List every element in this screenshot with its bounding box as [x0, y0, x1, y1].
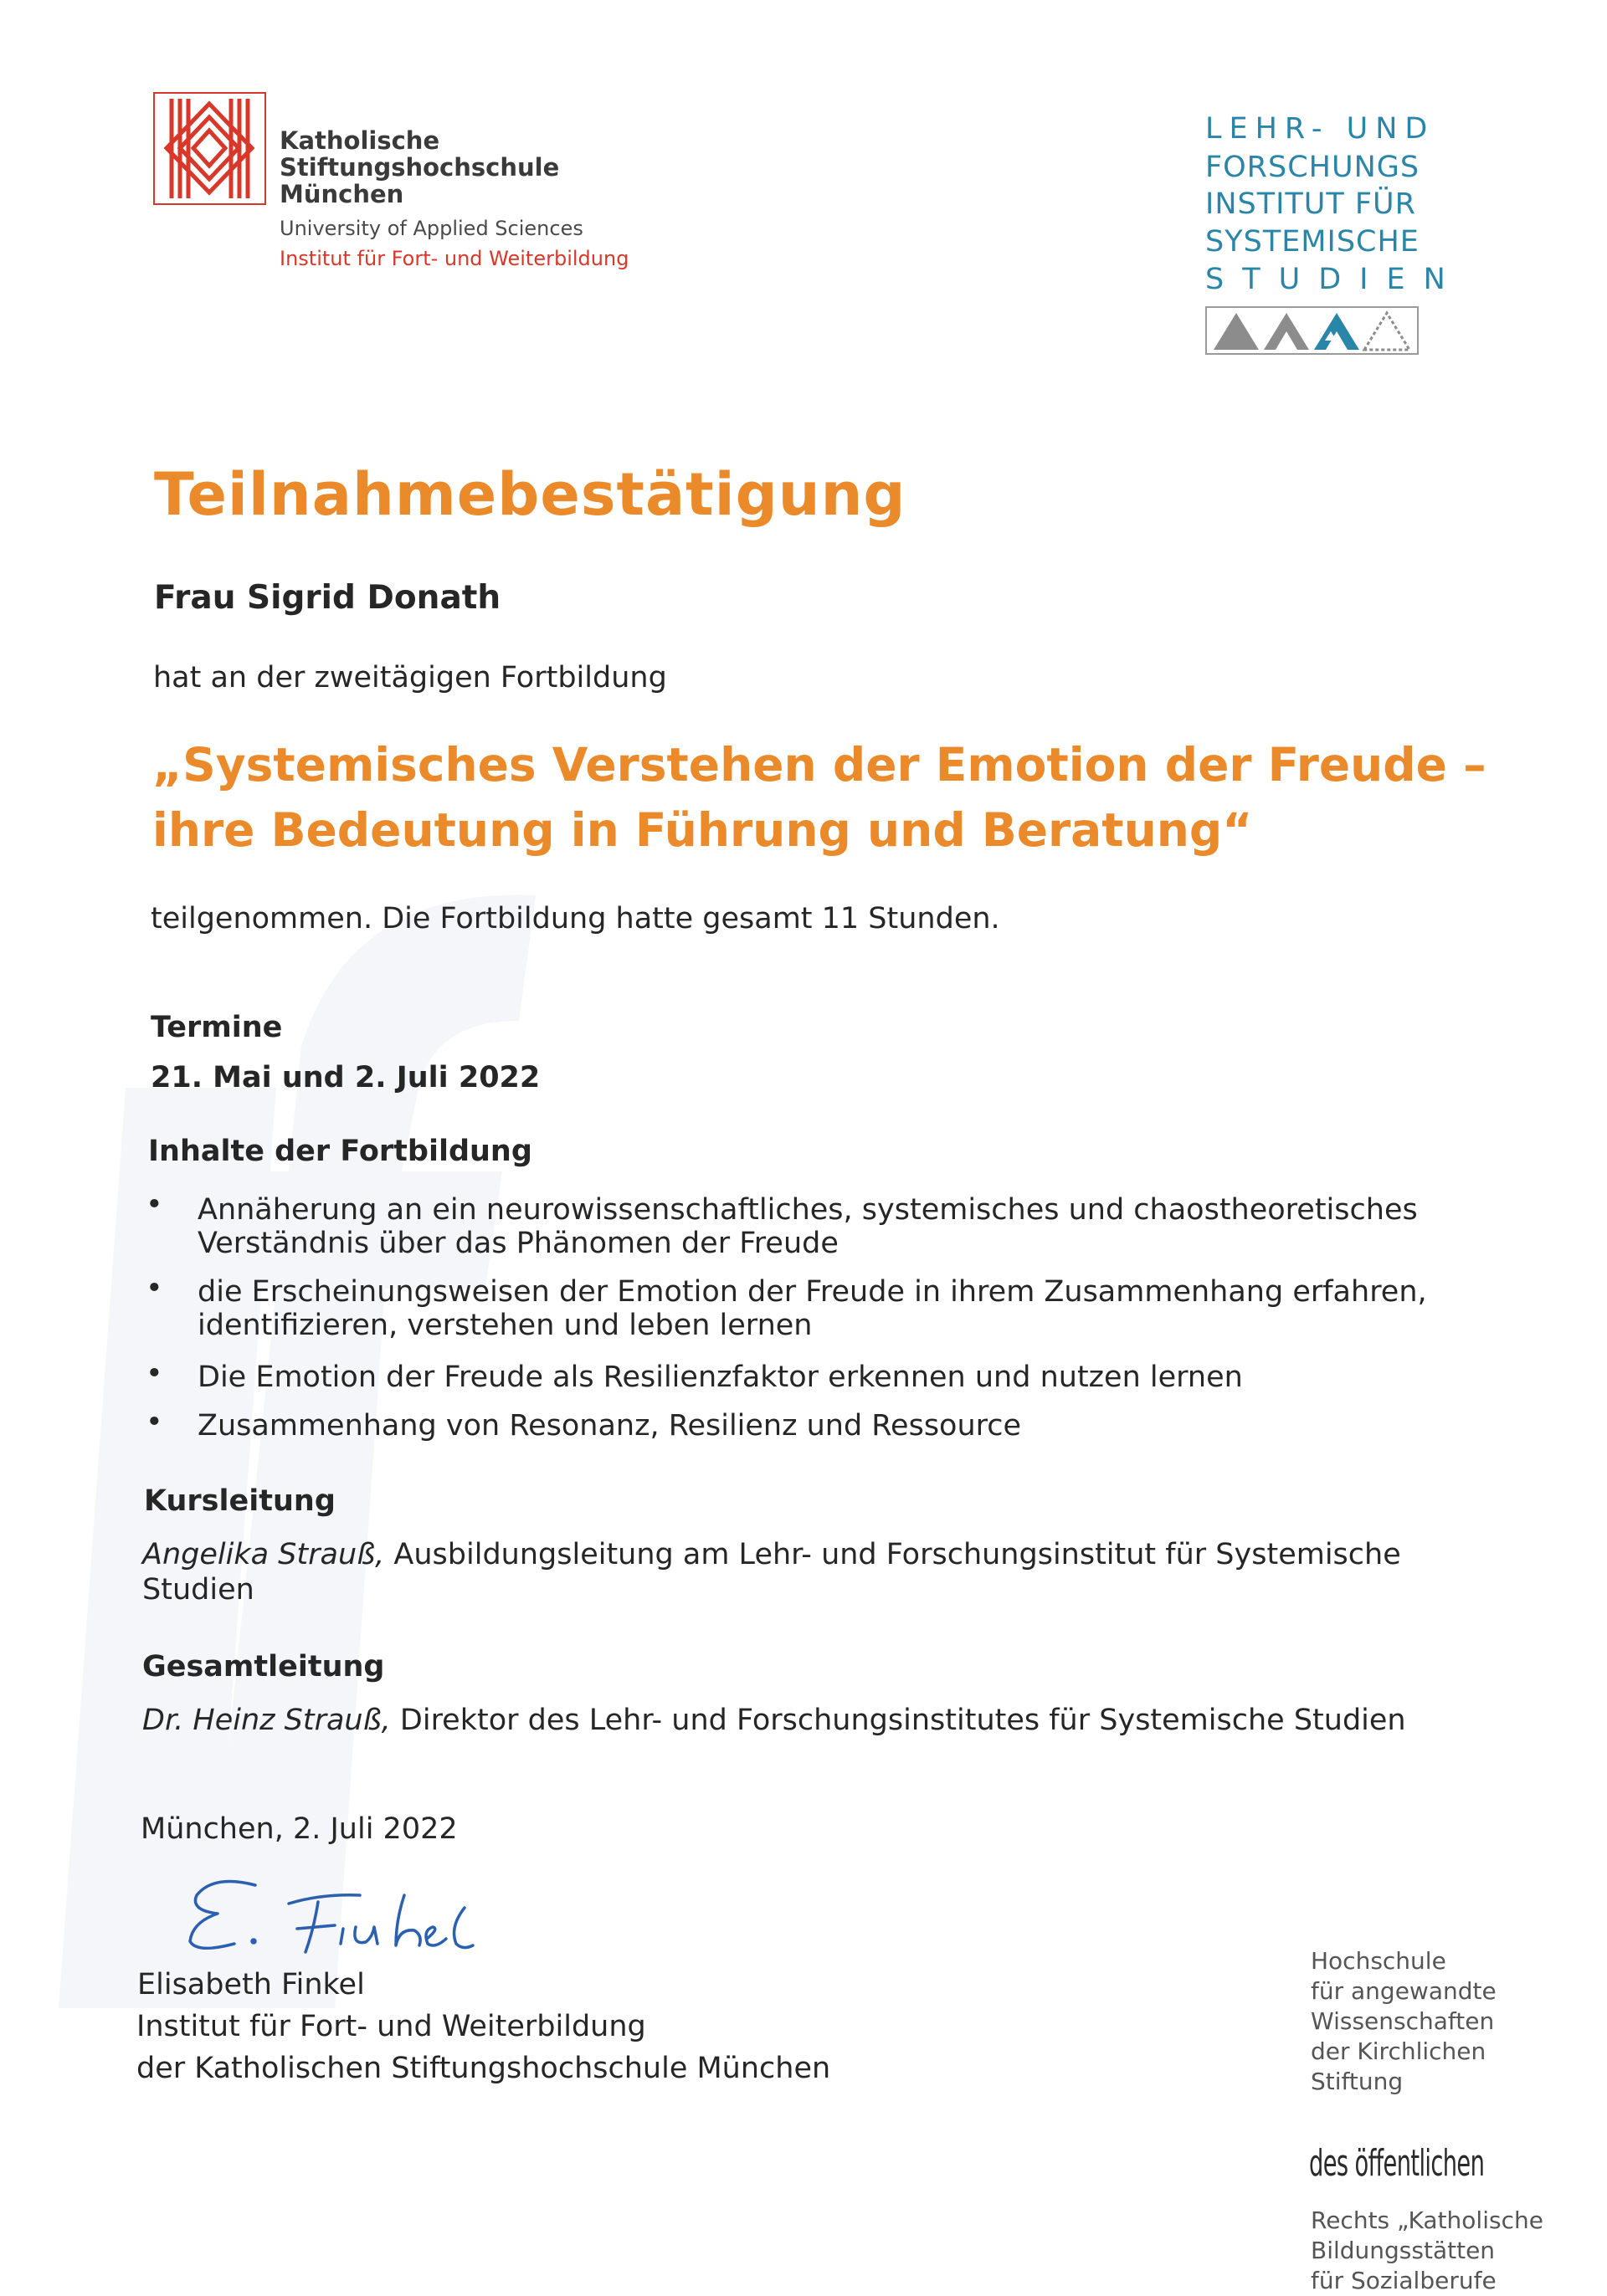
list-item: Annäherung an ein neurowissenschaftliches, systemisches und chaostheoretisches Verständnis über das Phänomen der Freude: [198, 1193, 1418, 1260]
gesamtleitung-label: Gesamtleitung: [142, 1650, 385, 1684]
document-title: Teilnahmebestätigung: [154, 460, 906, 529]
kursleitung-name: Angelika Strauß,: [142, 1538, 385, 1571]
kursleitung-text: [142, 1538, 1401, 1571]
list-item: Die Emotion der Freude als Resilienzfaktor erkennen und nutzen lernen: [198, 1361, 1243, 1394]
ksh-institute: Institut für Fort- und Weiterbildung: [280, 247, 629, 270]
signature-image: [180, 1862, 481, 1962]
lfi-triangles-icon: [1205, 306, 1419, 355]
bullet-icon: •: [146, 1272, 163, 1305]
list-item: die Erscheinungsweisen der Emotion der Freude in ihrem Zusammenhang erfahren, identifizieren, verstehen und leben lernen: [198, 1275, 1427, 1342]
lfi-line-1: LEHR- UND: [1205, 112, 1435, 146]
participation-text: teilgenommen. Die Fortbildung hatte gesamt 11 Stunden.: [151, 902, 1000, 935]
signatory-school: der Katholischen Stiftungshochschule München: [136, 2052, 831, 2085]
course-title-line-2: ihre Bedeutung in Führung und Beratung“: [152, 803, 1253, 857]
ksh-logo-icon: [153, 92, 266, 205]
signatory-institute: Institut für Fort- und Weiterbildung: [136, 2010, 646, 2043]
kursleitung-label: Kursleitung: [144, 1484, 336, 1518]
recipient-name: Frau Sigrid Donath: [154, 579, 501, 617]
bullet-icon: •: [146, 1357, 163, 1391]
gesamtleitung-role: Direktor des Lehr- und Forschungsinstitutes für Systemische Studien: [390, 1704, 1406, 1737]
intro-text: hat an der zweitägigen Fortbildung: [153, 661, 667, 694]
lfi-line-3: INSTITUT FÜR: [1205, 187, 1416, 221]
signatory-name: Elisabeth Finkel: [137, 1968, 365, 2001]
gesamtleitung-name: Dr. Heinz Strauß,: [142, 1704, 391, 1737]
ksh-subtitle: University of Applied Sciences: [280, 217, 583, 240]
sidebar-text: Hochschule für angewandte Wissenschaften der Kirchlichen Stiftung: [1311, 1947, 1497, 2095]
lfi-line-4: SYSTEMISCHE: [1205, 225, 1420, 259]
course-title-line-1: „Systemisches Verstehen der Emotion der Freude –: [152, 738, 1486, 792]
kursleitung-role: Ausbildungsleitung am Lehr- und Forschungsinstitut für Systemische: [384, 1538, 1401, 1571]
bullet-icon: •: [146, 1406, 163, 1439]
sidebar-text-2: Rechts „Katholische Bildungsstätten für Sozialberufe: [1311, 2206, 1543, 2294]
inhalte-label: Inhalte der Fortbildung: [148, 1135, 532, 1168]
sidebar-handwritten: des öffentlichen: [1309, 2142, 1485, 2185]
bullet-icon: •: [146, 1188, 163, 1222]
lfi-line-5: STUDIEN: [1205, 263, 1464, 296]
list-item: Zusammenhang von Resonanz, Resilienz und Ressource: [198, 1409, 1022, 1443]
lfi-line-2: FORSCHUNGS: [1205, 151, 1420, 184]
termine-value: 21. Mai und 2. Juli 2022: [151, 1061, 541, 1094]
kursleitung-role-line-2: Studien: [142, 1573, 254, 1607]
termine-label: Termine: [151, 1011, 283, 1044]
place-date: München, 2. Juli 2022: [141, 1812, 458, 1846]
ksh-name: Katholische Stiftungshochschule München: [280, 126, 560, 208]
gesamtleitung-text: [142, 1704, 1406, 1737]
